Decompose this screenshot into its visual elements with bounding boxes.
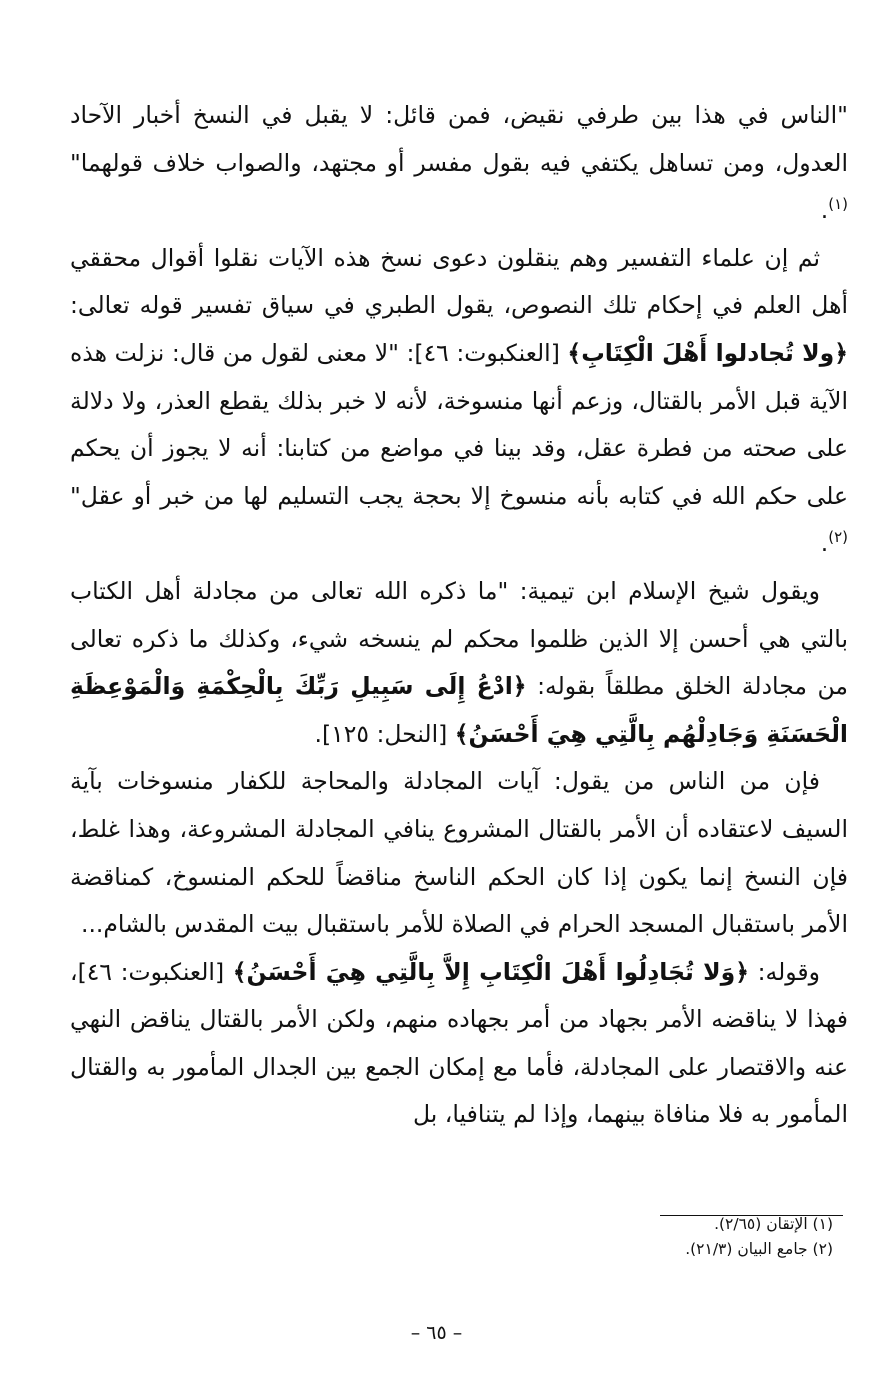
footnotes (73, 1212, 833, 1262)
quran-verse: ﴿ولا تُجادلوا أَهْلَ الْكِتَابِ﴾ (567, 338, 848, 367)
page-number: – ٦٥ – (410, 1322, 463, 1344)
footnote-1: (١) الإتقان (٢/٦٥). (714, 1215, 833, 1233)
paragraph-4 (70, 758, 848, 948)
footnote-marker: (١) (828, 195, 848, 214)
paragraph-text: [النحل: ١٢٥]. (314, 719, 455, 748)
main-text (70, 92, 848, 1139)
paragraph-5 (70, 949, 848, 1139)
paragraph-text: وقوله: (749, 957, 820, 986)
page-body (70, 92, 848, 1139)
paragraph-text: [العنكبوت: ٤٦]: "لا معنى لقول من قال: نزلت هذه الآية قبل الأمر بالقتال، وزعم أنها منسوخة، لأنه لا خبر بذلك يقطع العذر، ولا دلالة على صحته من فطرة عقل، وقد بينا في مواضع من كتابنا: أنه لا يجوز أن يحكم على حكم الله في كتابه بأنه منسوخ إلا بحجة يجب التسليم لها من خبر أو عقل" (70, 338, 848, 510)
paragraph-text: ثم إن علماء التفسير وهم ينقلون دعوى نسخ هذه الآيات نقلوا أقوال محققي أهل العلم في إحكام تلك النصوص، يقول الطبري في سياق تفسير قوله تعالى: (70, 243, 848, 320)
paragraph-text: . (820, 196, 829, 225)
footnote-marker: (٢) (828, 528, 848, 547)
paragraph-text: "الناس في هذا بين طرفي نقيض، فمن قائل: لا يقبل في النسخ أخبار الآحاد العدول، ومن تساهل يكتفي فيه بقول مفسر أو مجتهد، والصواب خلاف قولهما" (70, 101, 848, 177)
paragraph-2 (70, 235, 848, 568)
paragraph-3 (70, 568, 848, 758)
paragraph-1 (70, 92, 848, 235)
quran-verse: ﴿ادْعُ إِلَى سَبِيلِ رَبِّكَ بِالْحِكْمَةِ وَالْمَوْعِظَةِ الْحَسَنَةِ وَجَادِلْهُم بِالَّتِي هِيَ أَحْسَنُ﴾ (70, 672, 848, 748)
footnote-2: (٢) جامع البيان (٢١/٣). (685, 1240, 833, 1258)
paragraph-text: . (820, 529, 829, 558)
quran-verse: ﴿وَلا تُجَادِلُوا أَهْلَ الْكِتَابِ إِلاَّ بِالَّتِي هِيَ أَحْسَنُ﴾ (232, 957, 750, 986)
paragraph-text: ويقول شيخ الإسلام ابن تيمية: "ما ذكره الله تعالى من مجادلة أهل الكتاب بالتي هي أحسن إلا الذين ظلموا محكم لم ينسخه شيء، وكذلك ما ذكره تعالى من مجادلة الخلق مطلقاً بقوله: (70, 576, 848, 701)
paragraph-text: [العنكبوت: ٤٦]، فهذا لا يناقضه الأمر بجهاد من أمر بجهاده منهم، ولكن الأمر بالقتال يناقض النهي عنه والاقتصار على المجادلة، فأما مع إمكان الجمع بين الجدال المأمور به والقتال المأمور به فلا منافاة بينهما، وإذا لم يتنافيا، بل (70, 957, 848, 1129)
paragraph-text: فإن من الناس من يقول: آيات المجادلة والمحاجة للكفار منسوخات بآية السيف لاعتقاده أن الأمر بالقتال المشروع ينافي المجادلة المشروعة، وهذا غلط، فإن النسخ إنما يكون إذا كان الحكم الناسخ مناقضاً للحكم المنسوخ، كمناقضة الأمر باستقبال المسجد الحرام في الصلاة للأمر باستقبال بيت المقدس بالشام... (70, 767, 848, 939)
